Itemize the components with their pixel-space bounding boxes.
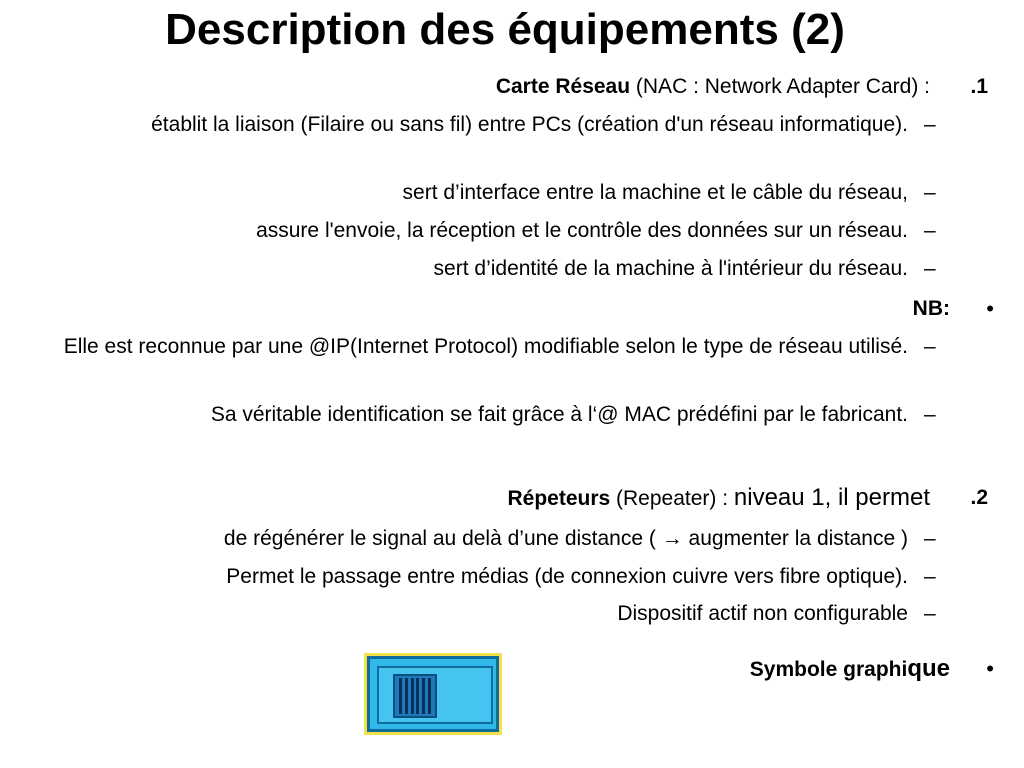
list-item: [10, 401, 1024, 428]
list-item: [10, 179, 1024, 206]
list-item-text: assure l'envoie, la réception et le contrôle des données sur un réseau.: [256, 219, 908, 242]
section-1-heading: [10, 73, 1024, 100]
dash-marker: –: [924, 602, 936, 625]
list-item: [10, 111, 1024, 138]
bullet-marker: •: [986, 296, 994, 321]
section-2-number: .2: [970, 486, 988, 509]
symbol-heading: [10, 655, 1024, 683]
section-1-title-bold: Carte Réseau: [495, 75, 631, 98]
section-2-title-rest: (Repeater) :: [610, 487, 734, 510]
dash-marker: –: [924, 257, 936, 280]
list-item-text: Dispositif actif non configurable: [617, 602, 908, 625]
nb-label: NB:: [912, 297, 950, 320]
list-item-text: établit la liaison (Filaire ou sans fil) entre PCs (création d'un réseau informatique).: [151, 113, 908, 136]
symbol-label-large: que: [907, 655, 950, 682]
list-item-text: Permet le passage entre médias (de connexion cuivre vers fibre optique).: [226, 565, 908, 588]
dash-marker: –: [924, 565, 936, 588]
slide-title: Description des équipements (2): [165, 5, 845, 54]
section-2-heading: [10, 484, 1024, 512]
list-item-text: sert d’interface entre la machine et le câble du réseau,: [402, 181, 908, 204]
list-item: [10, 255, 1024, 282]
list-item-text: Sa véritable identification se fait grâce à l‘@ MAC prédéfini par le fabricant.: [210, 403, 908, 426]
section-1-title-rest: (NAC : Network Adapter Card) :: [630, 75, 930, 98]
list-item-text: sert d’identité de la machine à l'intérieur du réseau.: [433, 257, 908, 280]
dash-marker: –: [924, 181, 936, 204]
list-item: [10, 333, 1024, 360]
dash-marker: –: [924, 113, 936, 136]
symbol-label-bold: Symbole graphi: [749, 658, 908, 681]
list-item: [10, 525, 1024, 552]
dash-marker: –: [924, 403, 936, 426]
section-2-title-large: niveau 1, il permet: [733, 484, 930, 511]
list-item: [10, 600, 1024, 627]
section-2-title-bold: Répeteurs: [507, 487, 611, 510]
list-item: [10, 563, 1024, 590]
dash-marker: –: [924, 219, 936, 242]
repeater-symbol-icon: [364, 653, 502, 735]
list-item-text: de régénérer le signal au delà d’une distance ( → augmenter la distance ): [223, 527, 908, 550]
dash-marker: –: [924, 335, 936, 358]
list-item: [10, 217, 1024, 244]
nb-heading: [10, 295, 1024, 322]
section-1-number: .1: [970, 75, 988, 98]
bullet-marker: •: [986, 656, 994, 681]
dash-marker: –: [924, 527, 936, 550]
list-item-text: Elle est reconnue par une @IP(Internet Protocol) modifiable selon le type de réseau utilisé.: [63, 335, 908, 358]
